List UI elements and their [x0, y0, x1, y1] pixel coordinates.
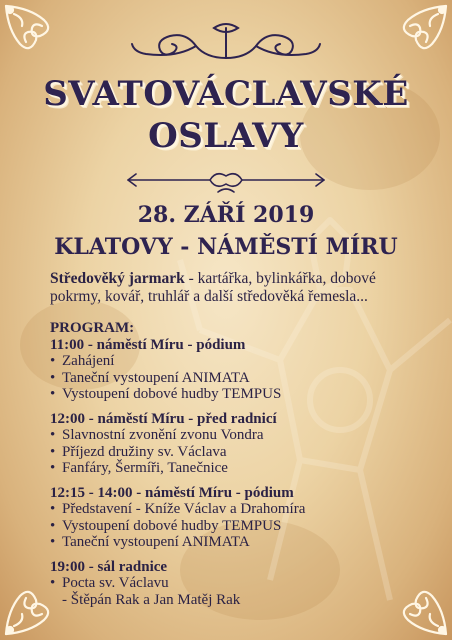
program-label: PROGRAM:: [50, 320, 135, 336]
list-item: • Fanfáry, Šermíři, Tanečnice: [50, 460, 430, 477]
program-block-header: 12:00 - náměstí Míru - před radnicí: [50, 410, 277, 427]
title-line-1: SVATOVÁCLAVSKÉ: [43, 74, 409, 114]
intro-rest: - kartářka, bylinkářka, dobové: [184, 270, 376, 287]
corner-ornament-icon: [0, 0, 70, 70]
intro-bold: Středověký jarmark: [50, 270, 185, 287]
list-item: • Vystoupení dobové hudby TEMPUS: [50, 386, 430, 403]
list-item: • Pocta sv. Václavu: [50, 575, 430, 592]
list-item: • Zahájení: [50, 353, 430, 370]
list-item: • Představení - Kníže Václav a Drahomíra: [50, 501, 430, 518]
list-item: • Slavnostní zvonění zvonu Vondra: [50, 427, 430, 444]
title-line-2: OSLAVY: [148, 116, 304, 156]
program-block-header: 12:15 - 14:00 - náměstí Míru - pódium: [50, 484, 294, 501]
program-block-list: [50, 575, 430, 608]
list-item: • Příjezd družiny sv. Václava: [50, 444, 430, 461]
program-block-header: 11:00 - náměstí Míru - pódium: [50, 336, 246, 353]
list-item: • Taneční vystoupení ANIMATA: [50, 534, 430, 551]
divider-flourish-icon: [126, 166, 326, 196]
top-flourish-icon: [126, 18, 326, 64]
program: [50, 320, 430, 608]
program-block-list: [50, 427, 430, 477]
corner-ornament-icon: [382, 0, 452, 70]
list-item: - Štěpán Rak a Jan Matěj Rak: [62, 591, 241, 608]
list-item: • Vystoupení dobové hudby TEMPUS: [50, 518, 430, 535]
event-place: KLATOVY - NÁMĚSTÍ MÍRU: [54, 234, 398, 260]
event-date: 28. ZÁŘÍ 2019: [137, 202, 315, 228]
list-item: • Taneční vystoupení ANIMATA: [50, 370, 430, 387]
intro-text: [50, 270, 430, 306]
intro-line-2: pokrmy, kovář, truhlář a další středověká řemesla...: [50, 288, 368, 305]
program-block-header: 19:00 - sál radnice: [50, 558, 168, 575]
program-block-list: [50, 353, 430, 403]
program-block-list: [50, 501, 430, 551]
